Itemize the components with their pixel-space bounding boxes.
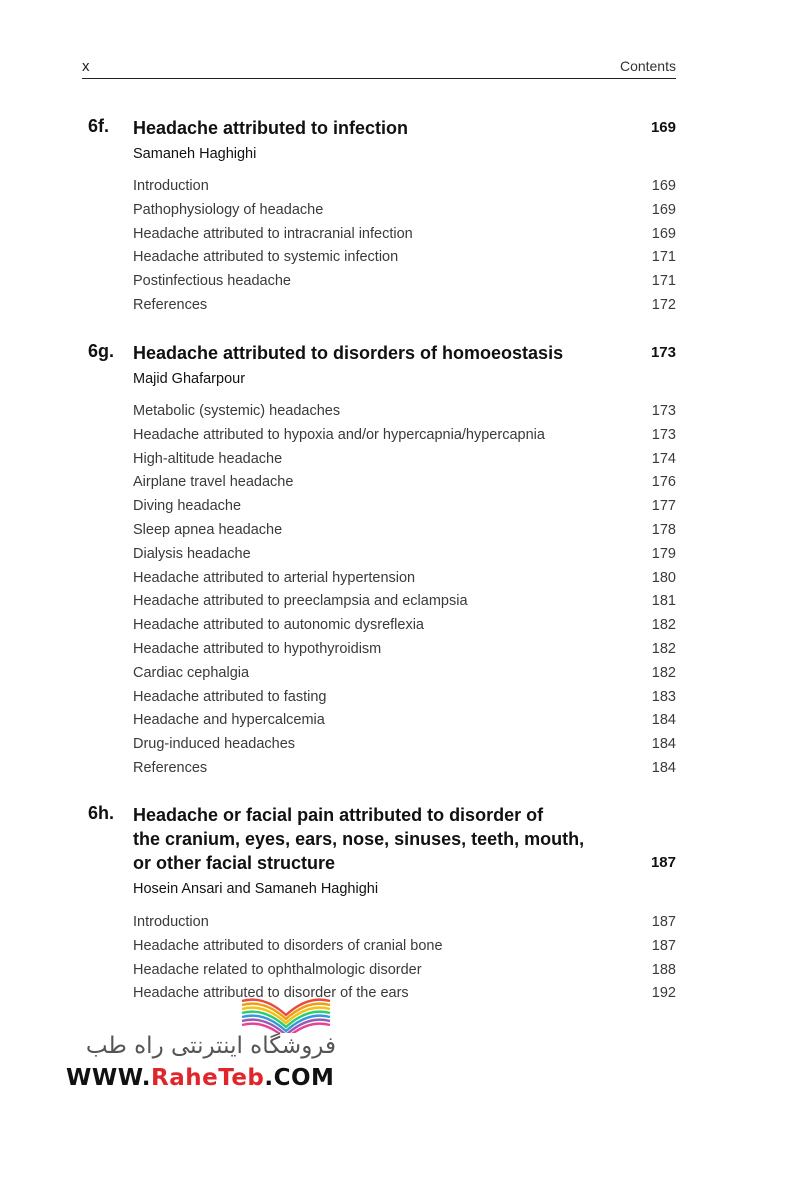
chapter-title-line: the cranium, eyes, ears, nose, sinuses, teeth, mouth, — [133, 829, 585, 849]
toc-entry-page: 174 — [651, 450, 676, 467]
toc-entry — [133, 294, 676, 318]
toc-entry-page: 169 — [651, 178, 676, 194]
chapter-title: Headache attributed to disorders of homoeostasis — [133, 343, 564, 363]
toc-entry — [133, 199, 676, 223]
toc-entry-title: References — [133, 296, 208, 313]
toc-entry-title: Postinfectious headache — [133, 273, 291, 290]
chapter-page: 173 — [650, 344, 676, 361]
toc-entry-title: Headache attributed to disorder of the ears — [133, 985, 409, 1002]
toc-entry-list — [133, 400, 676, 781]
toc-entry-title: Headache attributed to hypothyroidism — [133, 640, 382, 657]
toc-entry-title: Airplane travel headache — [133, 474, 294, 491]
chapter-number: 6h. — [88, 803, 115, 823]
url-brand: RaheTeb — [150, 1065, 265, 1091]
toc-entry-page: 179 — [651, 545, 676, 562]
toc-entry — [133, 175, 676, 199]
toc-entry-title: Headache attributed to autonomic dysreflexia — [133, 617, 424, 634]
toc-entry-page: 183 — [651, 688, 676, 705]
toc-entry-title: Headache and hypercalcemia — [133, 712, 325, 729]
toc-entry — [133, 757, 676, 781]
toc-entry-title: Introduction — [133, 914, 209, 930]
chapter-number: 6f. — [88, 116, 110, 136]
toc-entry — [133, 519, 676, 543]
chapter-title: Headache attributed to infection — [133, 118, 409, 138]
toc-entry-list — [133, 911, 676, 1006]
toc-entry-title: Dialysis headache — [133, 545, 251, 562]
chapter-page: 169 — [650, 119, 676, 136]
toc-entry-page: 178 — [651, 521, 676, 538]
toc-entry-page: 188 — [651, 961, 676, 978]
url-suffix: .COM — [264, 1065, 335, 1091]
toc-entry-title: Headache related to ophthalmologic disorder — [133, 961, 422, 978]
toc-entry-page: 177 — [651, 498, 676, 515]
running-head: Contents — [619, 58, 676, 74]
toc-entry-title: High-altitude headache — [133, 450, 283, 467]
chapter-author: Majid Ghafarpour — [133, 371, 246, 387]
toc-entry-page: 182 — [651, 617, 676, 634]
toc-entry-list — [133, 175, 676, 318]
open-book-rainbow-icon — [238, 995, 334, 1033]
toc-entry-page: 173 — [651, 403, 676, 419]
toc-entry-page: 184 — [651, 759, 676, 776]
toc-entry — [133, 709, 676, 733]
url-prefix: WWW. — [66, 1065, 151, 1091]
toc-entry-page: 184 — [651, 736, 676, 753]
toc-entry — [133, 959, 676, 983]
chapter-author: Samaneh Haghighi — [133, 146, 257, 162]
toc-entry — [133, 662, 676, 686]
toc-entry-page: 176 — [651, 474, 676, 491]
toc-entry-title: Introduction — [133, 178, 209, 194]
toc-entry — [133, 686, 676, 710]
toc-entry — [133, 495, 676, 519]
toc-entry-page: 172 — [651, 296, 676, 313]
page-number-roman: x — [82, 58, 90, 75]
chapter-page: 187 — [650, 854, 676, 871]
toc-entry-title: Headache attributed to arterial hypertension — [133, 569, 416, 586]
toc-entry-title: Headache attributed to hypoxia and/or hypercapnia/hypercapnia — [133, 426, 545, 443]
toc-entry — [133, 638, 676, 662]
toc-entry-page: 169 — [651, 225, 676, 242]
toc-entry-title: Drug-induced headaches — [133, 736, 296, 753]
toc-entry-page: 180 — [651, 569, 676, 586]
chapter-number: 6g. — [88, 341, 115, 361]
toc-entry-title: Headache attributed to fasting — [133, 688, 327, 705]
toc-entry-title: Headache attributed to systemic infection — [133, 249, 399, 266]
chapter-author: Hosein Ansari and Samaneh Haghighi — [133, 881, 379, 897]
toc-entry — [133, 590, 676, 614]
toc-entry-page: 181 — [651, 593, 676, 610]
toc-entry-page: 187 — [651, 937, 676, 954]
watermark-persian-text: فروشگاه اینترنتی راه طب — [85, 1033, 336, 1059]
toc-entry-page: 182 — [651, 664, 676, 681]
toc-entry — [133, 935, 676, 959]
toc-entry-title: Headache attributed to disorders of cranial bone — [133, 937, 443, 954]
toc-entry — [133, 733, 676, 757]
toc-entry-title: Cardiac cephalgia — [133, 664, 250, 681]
toc-entry — [133, 448, 676, 472]
toc-entry-page: 182 — [651, 640, 676, 657]
watermark — [62, 995, 342, 1100]
toc-entry-title: Sleep apnea headache — [133, 521, 283, 538]
toc-entry — [133, 270, 676, 294]
chapter-title-line: Headache or facial pain attributed to disorder of — [133, 805, 544, 825]
toc-entry-title: Headache attributed to intracranial infection — [133, 225, 413, 242]
toc-entry-page: 171 — [651, 249, 676, 266]
toc-entry-page: 171 — [651, 273, 676, 290]
toc-entry — [133, 223, 676, 247]
watermark-url — [66, 1065, 334, 1091]
toc-entry — [133, 614, 676, 638]
chapter-title-line: or other facial structure — [133, 853, 336, 873]
toc-entry-page: 187 — [651, 914, 676, 930]
toc-entry-title: Headache attributed to preeclampsia and eclampsia — [133, 593, 468, 610]
toc-entry-page: 173 — [651, 426, 676, 443]
page-header — [82, 58, 676, 79]
toc-entry-page: 192 — [651, 985, 676, 1002]
toc-entry — [133, 567, 676, 591]
chapter-title — [133, 803, 603, 875]
toc-entry-title: Diving headache — [133, 498, 242, 515]
toc-entry-title: Pathophysiology of headache — [133, 201, 324, 218]
toc-entry-page: 184 — [651, 712, 676, 729]
toc-entry — [133, 246, 676, 270]
toc-entry — [133, 543, 676, 567]
toc-entry — [133, 400, 676, 424]
toc-entry-page: 169 — [651, 201, 676, 218]
toc-entry — [133, 471, 676, 495]
toc-entry — [133, 424, 676, 448]
toc-entry-title: References — [133, 759, 208, 776]
toc-entry-title: Metabolic (systemic) headaches — [133, 403, 341, 419]
toc-entry — [133, 911, 676, 935]
